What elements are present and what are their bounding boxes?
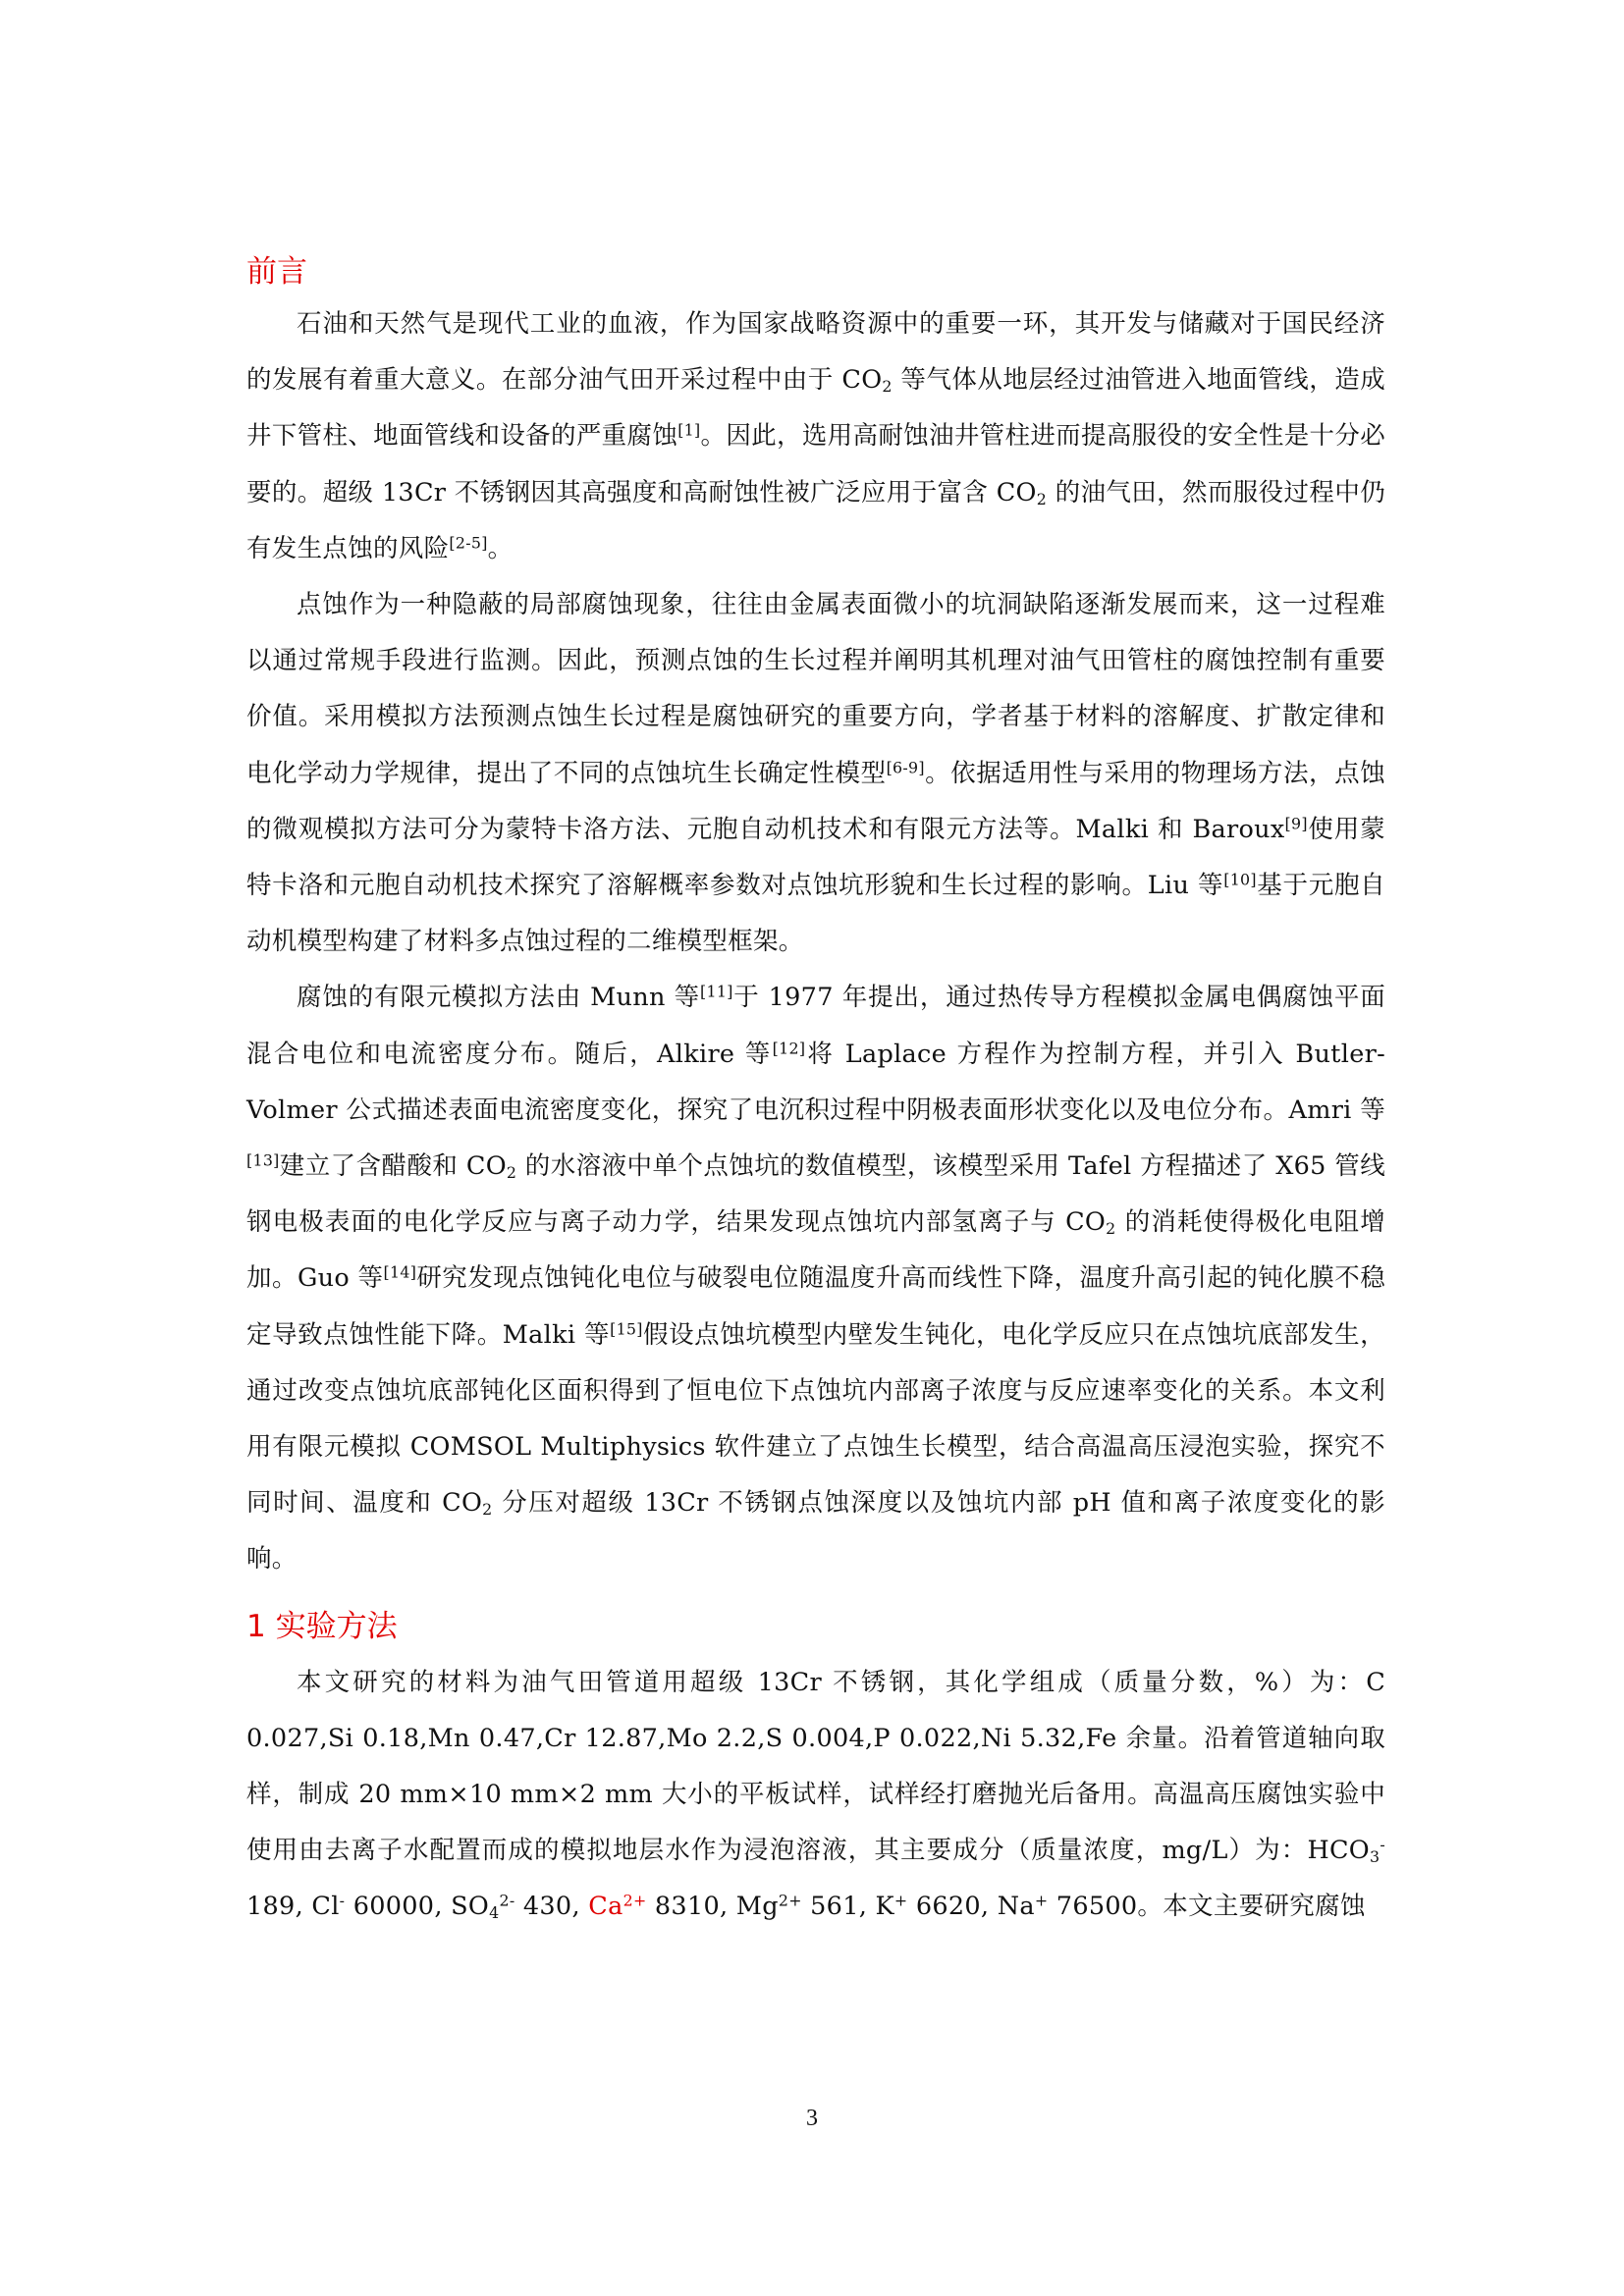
text-run: 分压对超级 13Cr 不锈钢点蚀深度以及蚀坑内部 pH 值和离子浓度变化的影响。 [246, 1488, 1385, 1575]
text-run: 本文研究的材料为油气田管道用超级 13Cr 不锈钢，其化学组成（质量分数，%）为：C 0.027,Si 0.18,Mn 0.47,Cr 12.87,Mo 2.2,S 0.004,P 0.022,Ni 5.32,Fe 余量。沿着管道轴向取样，制成 20 mm×10 mm×2 mm 大小的平板试样，试样经打磨抛光后备用。高温高压腐蚀实验中使用由去离子水配置而成的模拟地层水作为浸泡溶液，其主要成分（质量浓度，mg/L）为：HCO [246, 1667, 1385, 1866]
text-run: 8310, Mg [646, 1892, 779, 1922]
text-run: 研究发现点蚀钝化电位与破裂电位随温度升高而线性下降，温度升高引起的钝化膜不稳定导致点蚀性能下降。Malki 等 [246, 1263, 1385, 1350]
citation[interactable]: [15] [610, 1318, 643, 1338]
text-run: 建立了含醋酸和 CO [279, 1151, 507, 1182]
subscript: 2 [1036, 489, 1048, 508]
citation[interactable]: [11] [700, 982, 733, 1001]
subscript: 2 [506, 1162, 517, 1182]
text-run: 189, Cl [246, 1892, 340, 1922]
text-run: 点蚀作为一种隐蔽的局部腐蚀现象，往往由金属表面微小的坑洞缺陷逐渐发展而来，这一过程难以通过常规手段进行监测。因此，预测点蚀的生长过程并阐明其机理对油气田管柱的腐蚀控制有重要价值。采用模拟方法预测点蚀生长过程是腐蚀研究的重要方向，学者基于材料的溶解度、扩散定律和电化学动力学规律，提出了不同的点蚀坑生长确定性模型 [246, 590, 1385, 788]
text-run: 的水溶液中单个点蚀坑的数值模型，该模型采用 Tafel 方程描述了 X65 管线钢电极表面的电化学反应与离子动力学，结果发现点蚀坑内部氢离子与 CO [246, 1151, 1385, 1238]
citation[interactable]: [13] [246, 1150, 280, 1170]
preface-paragraph-3 [246, 970, 1385, 1587]
citation[interactable]: [1] [677, 420, 701, 440]
superscript: 2- [499, 1891, 515, 1910]
text-run: 石油和天然气是现代工业的血液，作为国家战略资源中的重要一环，其开发与储藏对于国民经济的发展有着重大意义。在部分油气田开采过程中由于 CO [246, 309, 1385, 396]
page-content [246, 247, 1385, 1936]
superscript: + [1034, 1891, 1049, 1910]
subscript: 2 [482, 1500, 493, 1520]
text-run: 。因此，选用高耐蚀油井管柱进而提高服役的安全性是十分必要的。超级 13Cr 不锈钢因其高强度和高耐蚀性被广泛应用于富含 CO [246, 421, 1385, 507]
superscript: - [1380, 1835, 1385, 1854]
citation[interactable]: [6-9] [886, 757, 925, 776]
text-run: 。依据适用性与采用的物理场方法，点蚀的微观模拟方法可分为蒙特卡洛方法、元胞自动机技术和有限元方法等。Malki 和 Baroux [246, 758, 1385, 844]
text-run: 。 [487, 533, 514, 563]
text-run: 6620, Na [907, 1892, 1035, 1922]
section-1-paragraph-1 [246, 1655, 1385, 1936]
subscript: 3 [1370, 1847, 1380, 1867]
preface-heading: 前言 [246, 254, 307, 290]
text-run: 561, K [801, 1892, 894, 1922]
text-run: 的消耗使得极化电阻增加。Guo 等 [246, 1207, 1386, 1294]
page-number: 3 [806, 2106, 818, 2131]
text-run: 等气体从地层经过油管进入地面管线，造成井下管柱、地面管线和设备的严重腐蚀 [246, 365, 1385, 452]
text-run: 基于元胞自动机模型构建了材料多点蚀过程的二维模型框架。 [246, 871, 1385, 957]
subscript: 2 [882, 377, 893, 397]
text-run: 将 Laplace 方程作为控制方程，并引入 Butler-Volmer 公式描述表面电流密度变化，探究了电沉积过程中阴极表面形状变化以及电位分布。Amri 等 [246, 1039, 1385, 1125]
superscript: 2+ [623, 1891, 647, 1910]
subscript: 4 [489, 1903, 500, 1923]
superscript: 2+ [778, 1891, 802, 1910]
highlighted-ion [588, 1892, 646, 1921]
text-run: 60000, SO [345, 1892, 490, 1922]
text-run: 的油气田，然而服役过程中仍有发生点蚀的风险 [246, 477, 1385, 563]
text-run: 于 1977 年提出，通过热传导方程模拟金属电偶腐蚀平面混合电位和电流密度分布。随后，Alkire 等 [246, 983, 1385, 1069]
preface-paragraph-2 [246, 577, 1385, 970]
citation[interactable]: [14] [383, 1262, 417, 1282]
text-run: 使用蒙特卡洛和元胞自动机技术探究了溶解概率参数对点蚀坑形貌和生长过程的影响。Liu 等 [246, 814, 1385, 901]
superscript: + [893, 1891, 908, 1910]
superscript: - [339, 1891, 346, 1910]
text-run: 76500。本文主要研究腐蚀 [1048, 1892, 1366, 1922]
citation[interactable]: [12] [772, 1038, 806, 1057]
text-run: 假设点蚀坑模型内壁发生钝化，电化学反应只在点蚀坑底部发生，通过改变点蚀坑底部钝化区面积得到了恒电位下点蚀坑内部离子浓度与反应速率变化的关系。本文利用有限元模拟 COMSOL Multiphysics 软件建立了点蚀生长模型，结合高温高压浸泡实验，探究不同时间、温度和 CO [246, 1319, 1385, 1519]
section-1-heading: 1 实验方法 [246, 1608, 398, 1644]
text-run: 腐蚀的有限元模拟方法由 Munn 等 [297, 983, 701, 1013]
citation[interactable]: [2-5] [449, 533, 488, 553]
text-run: Ca [588, 1892, 623, 1922]
subscript: 2 [1106, 1219, 1116, 1239]
citation[interactable]: [9] [1284, 814, 1308, 833]
preface-paragraph-1 [246, 296, 1385, 577]
text-run: 430, [514, 1892, 589, 1922]
citation[interactable]: [10] [1223, 870, 1257, 889]
